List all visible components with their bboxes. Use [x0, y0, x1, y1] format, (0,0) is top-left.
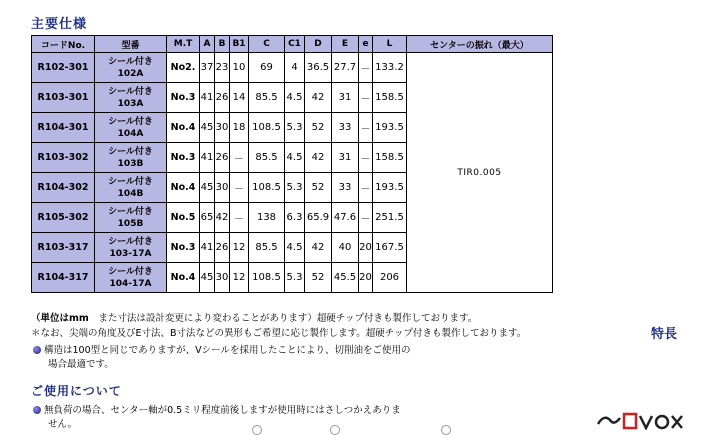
- cell-code: R102-301: [32, 53, 95, 83]
- cell-type: [95, 113, 167, 143]
- cell-e: 33: [332, 173, 359, 203]
- cell-l: 193.5: [373, 173, 407, 203]
- cell-a: 37: [200, 53, 215, 83]
- header-b1: B1: [230, 36, 249, 53]
- feature-text-1: 構造は100型と同じでありますが、Vシールを採用したことにより、切削油をご使用の: [44, 345, 411, 356]
- usage-line-1: [33, 402, 401, 416]
- type-seal-label: シール付き: [108, 86, 153, 97]
- cell-e-small: －: [359, 173, 373, 203]
- cell-b: 26: [215, 143, 230, 173]
- cell-e-small: －: [359, 143, 373, 173]
- type-seal-label: シール付き: [108, 116, 153, 127]
- cell-c: 85.5: [249, 143, 285, 173]
- cell-l: 206: [373, 263, 407, 293]
- cell-c1: 5.3: [285, 263, 305, 293]
- cell-a: 45: [200, 113, 215, 143]
- cell-mt: No.3: [167, 233, 200, 263]
- spec-table: [31, 35, 553, 293]
- cell-c: 85.5: [249, 83, 285, 113]
- feature-line-2: 場合最適です。: [48, 359, 114, 370]
- usage-text-1: 無負荷の場合、センター軸が0.5ミリ程度前後しますが使用時にはさしつかえありま: [44, 405, 401, 416]
- header-a: A: [200, 36, 215, 53]
- cell-a: 45: [200, 173, 215, 203]
- cell-b1: 12: [230, 233, 249, 263]
- type-model: 105B: [117, 218, 144, 229]
- cell-code: R104-302: [32, 173, 95, 203]
- header-mt: M.T: [167, 36, 200, 53]
- cell-type: [95, 173, 167, 203]
- header-code: コードNo.: [32, 36, 95, 53]
- header-c1: C1: [285, 36, 305, 53]
- cell-type: [95, 83, 167, 113]
- cell-e: 31: [332, 83, 359, 113]
- cell-c1: 6.3: [285, 203, 305, 233]
- header-e: E: [332, 36, 359, 53]
- cell-c: 108.5: [249, 113, 285, 143]
- cell-a: 41: [200, 83, 215, 113]
- cell-e: 40: [332, 233, 359, 263]
- cell-b: 23: [215, 53, 230, 83]
- cell-type: [95, 203, 167, 233]
- cell-d: 42: [305, 83, 332, 113]
- cell-b1: 12: [230, 263, 249, 293]
- cell-d: 36.5: [305, 53, 332, 83]
- feature-line-1: [33, 342, 410, 356]
- cell-type: [95, 233, 167, 263]
- cell-e-small: －: [359, 203, 373, 233]
- cell-d: 42: [305, 233, 332, 263]
- cell-l: 251.5: [373, 203, 407, 233]
- cell-b: 30: [215, 173, 230, 203]
- cell-mt: No.3: [167, 83, 200, 113]
- cell-c: 85.5: [249, 233, 285, 263]
- cell-c1: 5.3: [285, 173, 305, 203]
- company-logo: [596, 410, 686, 430]
- header-c: C: [249, 36, 285, 53]
- cell-code: R104-301: [32, 113, 95, 143]
- cell-b1: －: [230, 203, 249, 233]
- cell-b1: 18: [230, 113, 249, 143]
- cell-l: 158.5: [373, 83, 407, 113]
- cell-type: [95, 53, 167, 83]
- cell-b: 30: [215, 113, 230, 143]
- cell-a: 65: [200, 203, 215, 233]
- type-seal-label: シール付き: [108, 236, 153, 247]
- type-seal-label: シール付き: [108, 176, 153, 187]
- scroll-dot: [330, 425, 340, 435]
- cell-code: R105-302: [32, 203, 95, 233]
- cell-mt: No.4: [167, 113, 200, 143]
- cell-a: 41: [200, 143, 215, 173]
- cell-b1: －: [230, 143, 249, 173]
- scroll-dot: [252, 425, 262, 435]
- bullet-icon: [33, 346, 41, 354]
- cell-mt: No.4: [167, 173, 200, 203]
- cell-b: 42: [215, 203, 230, 233]
- type-model: 104A: [117, 128, 144, 139]
- header-row: [32, 36, 553, 53]
- cell-e: 47.6: [332, 203, 359, 233]
- cell-e-small: 20: [359, 263, 373, 293]
- cell-l: 167.5: [373, 233, 407, 263]
- cell-mt: No.4: [167, 263, 200, 293]
- cell-c: 138: [249, 203, 285, 233]
- header-e-small: e: [359, 36, 373, 53]
- cell-b: 26: [215, 233, 230, 263]
- cell-d: 42: [305, 143, 332, 173]
- cell-b1: 14: [230, 83, 249, 113]
- type-model: 102A: [117, 68, 144, 79]
- usage-line-2: せん。: [48, 419, 78, 430]
- cell-e: 33: [332, 113, 359, 143]
- section-title: 主要仕様: [31, 17, 88, 32]
- header-b: B: [215, 36, 230, 53]
- type-model: 104-17A: [109, 278, 152, 289]
- cell-c1: 4.5: [285, 143, 305, 173]
- type-seal-label: シール付き: [108, 266, 153, 277]
- cell-c1: 4.5: [285, 233, 305, 263]
- cell-l: 193.5: [373, 113, 407, 143]
- header-runout: センターの振れ（最大）: [407, 36, 553, 53]
- cell-b1: 10: [230, 53, 249, 83]
- cell-l: 133.2: [373, 53, 407, 83]
- scroll-dot: [441, 425, 451, 435]
- cell-d: 52: [305, 113, 332, 143]
- unit-note: [31, 310, 477, 324]
- cell-b1: －: [230, 173, 249, 203]
- cell-mt: No.3: [167, 143, 200, 173]
- cell-runout: TIR0.005: [407, 53, 553, 293]
- cell-code: R104-317: [32, 263, 95, 293]
- bullet-icon: [33, 406, 41, 414]
- cell-code: R103-317: [32, 233, 95, 263]
- usage-heading: ご使用について: [31, 384, 122, 398]
- cell-c: 108.5: [249, 173, 285, 203]
- cell-e-small: 20: [359, 233, 373, 263]
- unit-note-text: また寸法は設計変更により変わることがあります）超硬チップ付きも製作しております。: [88, 313, 478, 324]
- cell-b: 30: [215, 263, 230, 293]
- header-l: L: [373, 36, 407, 53]
- cell-c: 108.5: [249, 263, 285, 293]
- cell-e-small: －: [359, 53, 373, 83]
- cell-c: 69: [249, 53, 285, 83]
- cell-e: 31: [332, 143, 359, 173]
- header-d: D: [305, 36, 332, 53]
- features-heading: 特長: [651, 327, 678, 342]
- table-row: [32, 53, 553, 83]
- type-seal-label: シール付き: [108, 56, 153, 67]
- cell-a: 45: [200, 263, 215, 293]
- type-model: 103B: [117, 158, 144, 169]
- cell-d: 52: [305, 263, 332, 293]
- type-model: 104B: [117, 188, 144, 199]
- type-model: 103-17A: [109, 248, 152, 259]
- cell-type: [95, 143, 167, 173]
- cell-e-small: －: [359, 83, 373, 113]
- unit-label: （単位はmm: [31, 313, 89, 324]
- cell-mt: No2.: [167, 53, 200, 83]
- type-model: 103A: [117, 98, 144, 109]
- cell-l: 158.5: [373, 143, 407, 173]
- star-note: ＊なお、尖端の角度及びE寸法、B寸法などの異形もご希望に応じ製作します。超硬チップ付きも製作しております。: [31, 328, 527, 339]
- cell-b: 26: [215, 83, 230, 113]
- cell-type: [95, 263, 167, 293]
- cell-e: 27.7: [332, 53, 359, 83]
- type-seal-label: シール付き: [108, 146, 153, 157]
- cell-mt: No.5: [167, 203, 200, 233]
- cell-d: 65.9: [305, 203, 332, 233]
- cell-e-small: －: [359, 113, 373, 143]
- cell-e: 45.5: [332, 263, 359, 293]
- cell-code: R103-301: [32, 83, 95, 113]
- cell-c1: 4: [285, 53, 305, 83]
- cell-d: 52: [305, 173, 332, 203]
- cell-code: R103-302: [32, 143, 95, 173]
- type-seal-label: シール付き: [108, 206, 153, 217]
- cell-c1: 5.3: [285, 113, 305, 143]
- cell-a: 41: [200, 233, 215, 263]
- header-type: 型番: [95, 36, 167, 53]
- cell-c1: 4.5: [285, 83, 305, 113]
